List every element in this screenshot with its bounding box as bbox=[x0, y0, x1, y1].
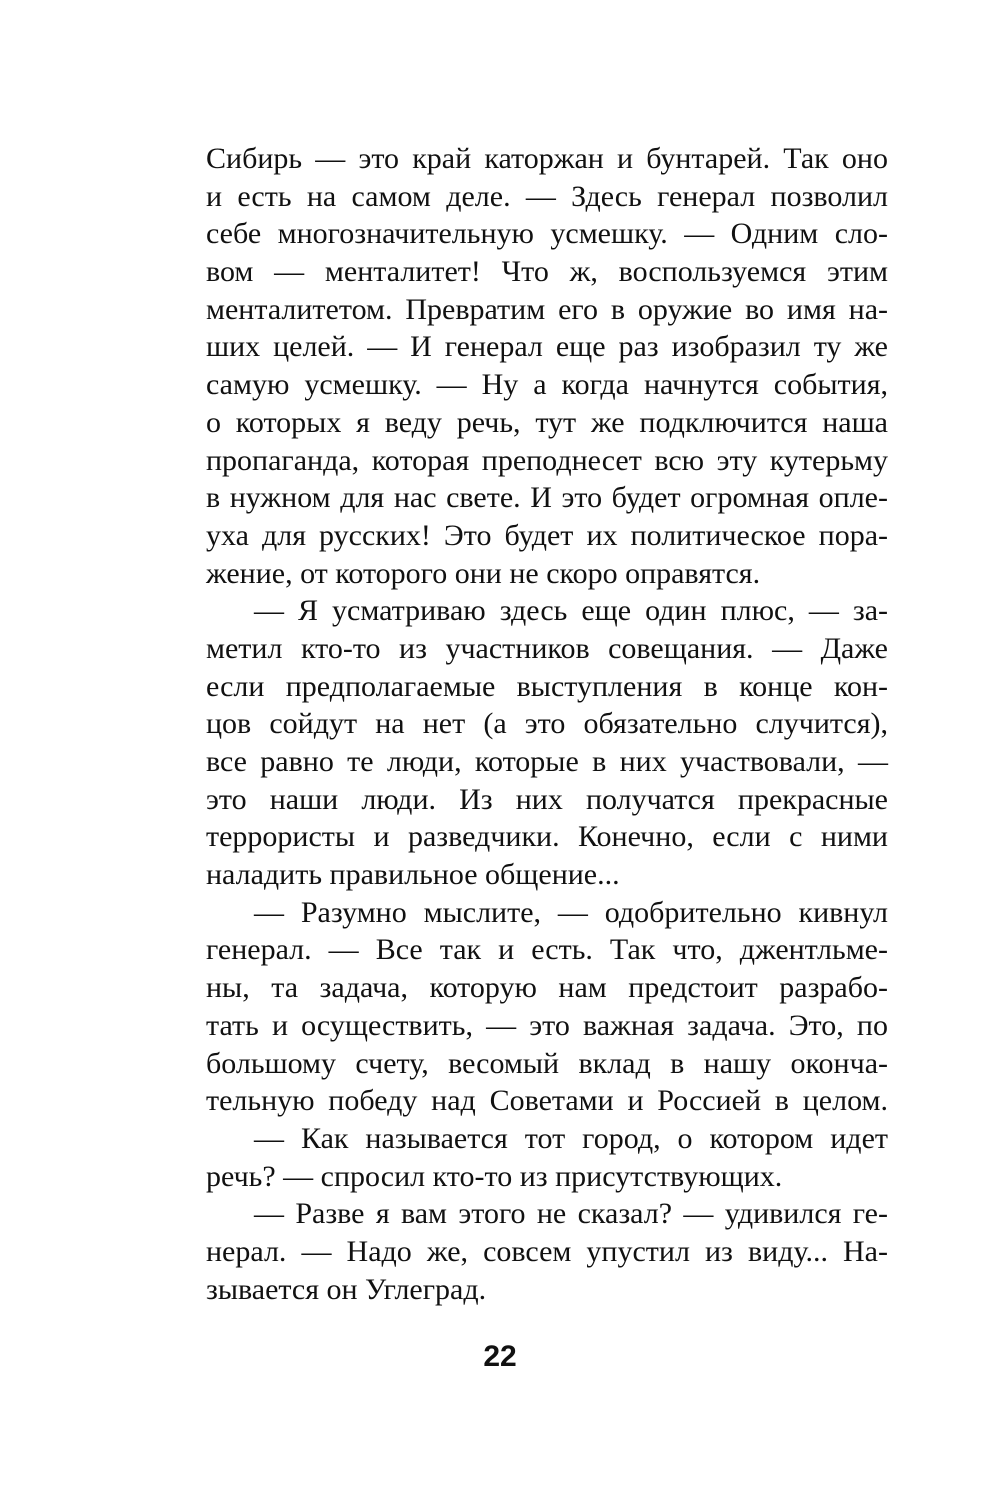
text-line: — Разумно мыслите, — одобрительно кивнул bbox=[254, 895, 888, 929]
text-line: тать и осуществить, — это важная задача. Это, по bbox=[206, 1008, 888, 1042]
text-line: — Разве я вам этого не сказал? — удивился ге- bbox=[254, 1197, 888, 1231]
text-line: террористы и разведчики. Конечно, если с ними bbox=[206, 820, 888, 854]
text-line: о которых я веду речь, тут же подключится наша bbox=[206, 405, 888, 439]
text-line: пропаганда, которая преподнесет всю эту кутерьму bbox=[206, 443, 888, 477]
text-line: если предполагаемые выступления в конце кон- bbox=[206, 669, 888, 703]
text-line: речь? — спросил кто-то из присутствующих. bbox=[206, 1159, 783, 1193]
text-line: наладить правильное общение... bbox=[206, 858, 620, 892]
text-line: цов сойдут на нет (а это обязательно случится), bbox=[206, 707, 888, 741]
text-line: менталитетом. Превратим его в оружие во имя на- bbox=[206, 292, 888, 326]
text-line: тельную победу над Советами и Россией в целом. bbox=[206, 1084, 888, 1118]
text-line: метил кто-то из участников совещания. — Даже bbox=[206, 631, 888, 665]
text-line: генерал. — Все так и есть. Так что, джентльме- bbox=[206, 933, 888, 967]
text-line: большому счету, весомый вклад в нашу оконча- bbox=[206, 1046, 888, 1080]
text-line: в нужном для нас свете. И это будет огромная опле- bbox=[206, 481, 888, 515]
text-line: — Как называется тот город, о котором идет bbox=[254, 1121, 888, 1155]
text-line: ших целей. — И генерал еще раз изобразил ту же bbox=[206, 330, 888, 364]
text-line: Сибирь — это край каторжан и бунтарей. Так оно bbox=[206, 142, 888, 175]
text-line: и есть на самом деле. — Здесь генерал позволил bbox=[206, 179, 888, 213]
text-line: уха для русских! Это будет их политическое пора- bbox=[206, 518, 888, 552]
text-line: зывается он Углеград. bbox=[206, 1272, 487, 1306]
text-line: это наши люди. Из них получатся прекрасные bbox=[206, 782, 888, 816]
page-number: 22 bbox=[483, 1340, 517, 1373]
text-line: все равно те люди, которые в них участвовали, — bbox=[206, 745, 888, 778]
page-text bbox=[206, 140, 888, 1308]
text-line: ны, та задача, которую нам предстоит разрабо- bbox=[206, 971, 888, 1005]
text-line: самую усмешку. — Ну а когда начнутся события, bbox=[206, 368, 888, 402]
text-line: себе многозначительную усмешку. — Одним сло- bbox=[206, 217, 888, 251]
text-line: вом — менталитет! Что ж, воспользуемся этим bbox=[206, 255, 888, 289]
text-line: нерал. — Надо же, совсем упустил из виду... На- bbox=[206, 1234, 888, 1268]
text-line: жение, от которого они не скоро оправятся. bbox=[206, 556, 761, 590]
text-line: — Я усматриваю здесь еще один плюс, — за- bbox=[254, 594, 888, 628]
